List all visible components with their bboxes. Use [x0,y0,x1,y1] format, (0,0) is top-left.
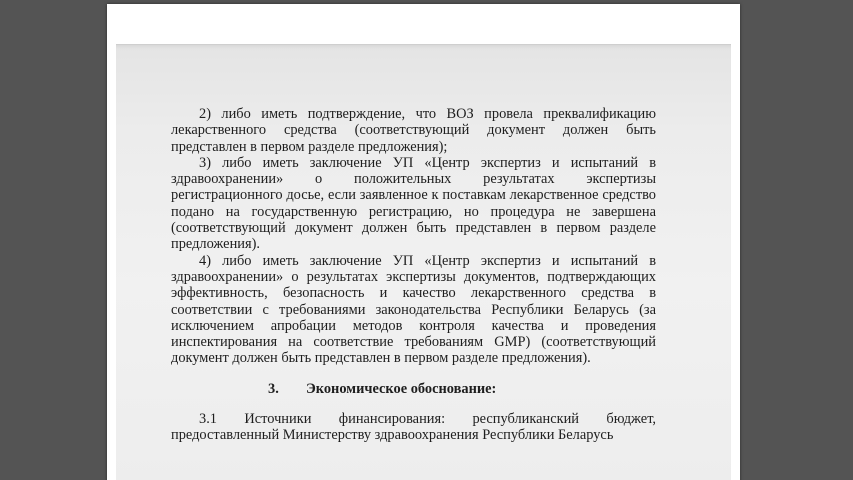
scanned-page-image [116,44,731,480]
section-title: Экономическое обоснование: [306,380,497,397]
section-heading [171,381,656,397]
document-text [171,106,656,444]
paragraph-item-4: 4) либо иметь заключение УП «Центр экспертиз и испытаний в здравоохранении» о результатах экспертизы документов, подтверждающих эффективность, безопасность и качество лекарственного средства в соответствии с требованиями законодательства Республики Беларусь (за исключением апробации методов контроля качества и проведения инспектирования на соответствие требованиям GMP) (соответствующий документ должен быть представлен в первом разделе предложения). [171,252,656,367]
paragraph-item-2: 2) либо иметь подтверждение, что ВОЗ провела преквалификацию лекарственного средства (соответствующий документ должен быть представлен в первом разделе предложения); [171,106,656,155]
paragraph-item-3: 3) либо иметь заключение УП «Центр экспертиз и испытаний в здравоохранении» о положительных результатах экспертизы регистрационного досье, если заявленное к поставкам лекарственное средство подано на государственную регистрацию, но процедура не завершена (соответствующий документ должен быть представлен в первом разделе предложения). [171,154,656,253]
scan-top-edge [116,44,731,49]
paragraph-item-3-1: 3.1 Источники финансирования: республиканский бюджет, предоставленный Министерству здравоохранения Республики Беларусь [171,411,656,444]
section-number: 3. [268,380,279,397]
document-page [107,4,740,480]
